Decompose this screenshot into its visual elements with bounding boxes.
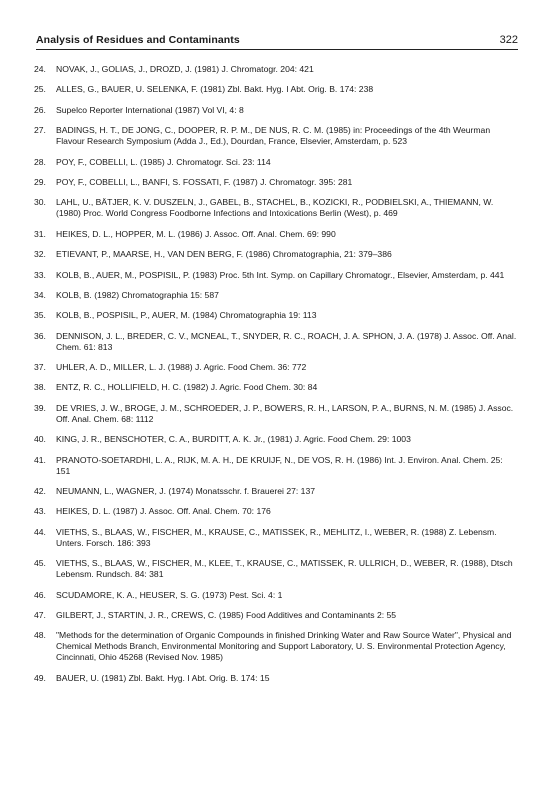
reference-text: "Methods for the determination of Organic Compounds in finished Drinking Water and Raw Source Water", Physical and Chemical Methods Branch, Environmental Monitoring and Support Laboratory, U. S. Environmental Protection Agency, Cincinnati, Ohio 45268 (Revised Nov. 1985) bbox=[56, 630, 512, 663]
reference-item bbox=[34, 157, 518, 168]
reference-number: 33. bbox=[34, 269, 46, 280]
reference-number: 47. bbox=[34, 609, 46, 620]
reference-text: KOLB, B., AUER, M., POSPISIL, P. (1983) Proc. 5th Int. Symp. on Capillary Chromatogr., Elsevier, Amsterdam, p. 441 bbox=[56, 269, 505, 280]
page-number: 322 bbox=[499, 34, 518, 46]
reference-item bbox=[34, 290, 518, 301]
reference-item bbox=[34, 610, 518, 621]
reference-list bbox=[34, 64, 518, 693]
reference-item bbox=[34, 310, 518, 321]
reference-text: HEIKES, D. L. (1987) J. Assoc. Off. Anal. Chem. 70: 176 bbox=[56, 506, 271, 517]
reference-item bbox=[34, 229, 518, 240]
reference-number: 42. bbox=[34, 486, 46, 497]
reference-number: 26. bbox=[34, 104, 46, 115]
reference-number: 27. bbox=[34, 125, 46, 136]
reference-item bbox=[34, 673, 518, 684]
reference-item bbox=[34, 177, 518, 188]
reference-item bbox=[34, 84, 518, 95]
reference-text: UHLER, A. D., MILLER, L. J. (1988) J. Agric. Food Chem. 36: 772 bbox=[56, 362, 307, 373]
reference-item bbox=[34, 331, 518, 353]
reference-number: 46. bbox=[34, 589, 46, 600]
reference-text: NOVAK, J., GOLIAS, J., DROZD, J. (1981) J. Chromatogr. 204: 421 bbox=[56, 64, 314, 74]
reference-number: 30. bbox=[34, 197, 46, 208]
reference-text: GILBERT, J., STARTIN, J. R., CREWS, C. (1985) Food Additives and Contaminants 2: 55 bbox=[56, 609, 397, 620]
reference-number: 44. bbox=[34, 526, 46, 537]
reference-text: LAHL, U., BÄTJER, K. V. DUSZELN, J., GABEL, B., STACHEL, B., KOZICKI, R., PODBIELSKI, A., THIEMANN, W. (1980) Proc. World Congress Foodborne Infections and Intoxications Berlin (West), p. 469 bbox=[56, 197, 494, 219]
reference-text: DENNISON, J. L., BREDER, C. V., MCNEAL, T., SNYDER, R. C., ROACH, J. A. SPHON, J. A. (1978) J. Assoc. Off. Anal. Chem. 61: 813 bbox=[56, 330, 517, 352]
reference-number: 49. bbox=[34, 672, 46, 683]
reference-number: 24. bbox=[34, 64, 46, 74]
reference-number: 41. bbox=[34, 454, 46, 465]
reference-item bbox=[34, 125, 518, 147]
reference-item bbox=[34, 403, 518, 425]
reference-number: 28. bbox=[34, 156, 46, 167]
reference-item bbox=[34, 590, 518, 601]
reference-item bbox=[34, 197, 518, 219]
reference-text: ENTZ, R. C., HOLLIFIELD, H. C. (1982) J. Agric. Food Chem. 30: 84 bbox=[56, 382, 318, 393]
header-title: Analysis of Residues and Contaminants bbox=[36, 34, 240, 46]
reference-text: ETIEVANT, P., MAARSE, H., VAN DEN BERG, F. (1986) Chromatographia, 21: 379–386 bbox=[56, 249, 392, 260]
reference-number: 43. bbox=[34, 506, 46, 517]
reference-number: 39. bbox=[34, 402, 46, 413]
reference-number: 34. bbox=[34, 289, 46, 300]
reference-text: DE VRIES, J. W., BROGE, J. M., SCHROEDER, J. P., BOWERS, R. H., LARSON, P. A., BURNS, N. M. (1985) J. Assoc. Off. Anal. Chem. 68: 1112 bbox=[56, 402, 514, 424]
reference-item bbox=[34, 455, 518, 477]
reference-item bbox=[34, 362, 518, 373]
reference-number: 45. bbox=[34, 558, 46, 569]
reference-number: 32. bbox=[34, 249, 46, 260]
reference-text: NEUMANN, L., WAGNER, J. (1974) Monatsschr. f. Brauerei 27: 137 bbox=[56, 486, 316, 497]
reference-item bbox=[34, 506, 518, 517]
reference-text: PRANOTO-SOETARDHI, L. A., RIJK, M. A. H., DE KRUIJF, N., DE VOS, R. H. (1986) Int. J. Environ. Anal. Chem. 25: 151 bbox=[56, 454, 503, 476]
reference-number: 48. bbox=[34, 630, 46, 641]
reference-item bbox=[34, 382, 518, 393]
reference-number: 31. bbox=[34, 228, 46, 239]
reference-number: 37. bbox=[34, 362, 46, 373]
reference-text: ALLES, G., BAUER, U. SELENKA, F. (1981) Zbl. Bakt. Hyg. I Abt. Orig. B. 174: 238 bbox=[56, 84, 374, 95]
running-header bbox=[36, 28, 518, 50]
reference-text: POY, F., COBELLI, L., BANFI, S. FOSSATI, F. (1987) J. Chromatogr. 395: 281 bbox=[56, 176, 353, 187]
reference-number: 40. bbox=[34, 434, 46, 445]
reference-text: SCUDAMORE, K. A., HEUSER, S. G. (1973) Pest. Sci. 4: 1 bbox=[56, 589, 283, 600]
reference-number: 35. bbox=[34, 310, 46, 321]
reference-item bbox=[34, 630, 518, 663]
reference-item bbox=[34, 527, 518, 549]
reference-text: KING, J. R., BENSCHOTER, C. A., BURDITT, A. K. Jr., (1981) J. Agric. Food Chem. 29: 1003 bbox=[56, 434, 411, 445]
reference-text: KOLB, B. (1982) Chromatographia 15: 587 bbox=[56, 289, 219, 300]
reference-text: HEIKES, D. L., HOPPER, M. L. (1986) J. Assoc. Off. Anal. Chem. 69: 990 bbox=[56, 228, 336, 239]
reference-item bbox=[34, 486, 518, 497]
reference-number: 38. bbox=[34, 382, 46, 393]
reference-item bbox=[34, 434, 518, 445]
reference-item bbox=[34, 64, 518, 75]
reference-item bbox=[34, 558, 518, 580]
reference-text: KOLB, B., POSPISIL, P., AUER, M. (1984) Chromatographia 19: 113 bbox=[56, 310, 317, 321]
reference-item bbox=[34, 270, 518, 281]
reference-number: 25. bbox=[34, 84, 46, 95]
reference-number: 29. bbox=[34, 176, 46, 187]
reference-number: 36. bbox=[34, 330, 46, 341]
reference-item bbox=[34, 249, 518, 260]
reference-text: Supelco Reporter International (1987) Vol VI, 4: 8 bbox=[56, 104, 244, 115]
reference-item bbox=[34, 105, 518, 116]
reference-text: POY, F., COBELLI, L. (1985) J. Chromatogr. Sci. 23: 114 bbox=[56, 156, 271, 167]
reference-text: VIETHS, S., BLAAS, W., FISCHER, M., KLEE, T., KRAUSE, C., MATISSEK, R. ULLRICH, D., WEBER, R. (1988), Dtsch Lebensm. Rundsch. 84: 381 bbox=[56, 558, 513, 580]
reference-text: BADINGS, H. T., DE JONG, C., DOOPER, R. P. M., DE NUS, R. C. M. (1985) in: Proceedings of the 4th Weurman Flavour Research Symposium (Adda J., Ed.), Dourdan, France, Elsevier, Amsterdam, p. 523 bbox=[56, 125, 491, 147]
reference-text: BAUER, U. (1981) Zbl. Bakt. Hyg. I Abt. Orig. B. 174: 15 bbox=[56, 672, 270, 683]
reference-text: VIETHS, S., BLAAS, W., FISCHER, M., KRAUSE, C., MATISSEK, R., MEHLITZ, I., WEBER, R. (1988) Z. Lebensm. Unters. Forsch. 186: 393 bbox=[56, 526, 497, 548]
